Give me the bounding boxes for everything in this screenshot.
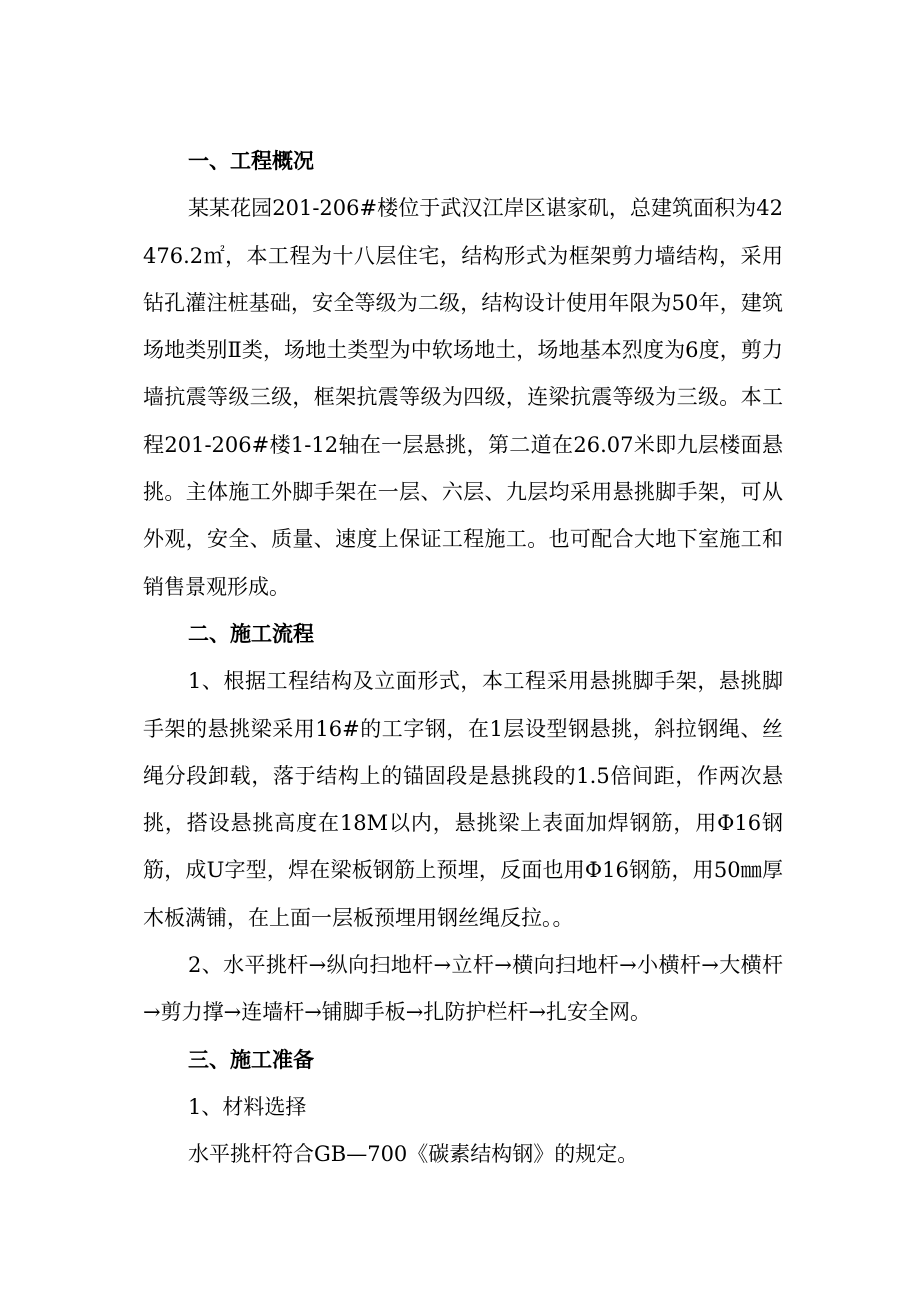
section-heading-process: 二、施工流程 <box>188 621 314 646</box>
process-paragraph-2: 2、水平挑杆→纵向扫地杆→立杆→横向扫地杆→小横杆→大横杆→剪力撑→连墙杆→铺脚手板→扎防护栏杆→扎安全网。 <box>143 953 783 1025</box>
preparation-paragraph: 水平挑杆符合GB—700《碳素结构钢》的规定。 <box>188 1142 639 1167</box>
document-body <box>143 138 783 1179</box>
section-heading-preparation: 三、施工准备 <box>188 1047 314 1072</box>
process-paragraph-1: 1、根据工程结构及立面形式，本工程采用悬挑脚手架，悬挑脚手架的悬挑梁采用16#的工字钢，在1层设型钢悬挑，斜拉钢绳、丝绳分段卸载，落于结构上的锚固段是悬挑段的1.5倍间距，作两次悬挑，搭设悬挑高度在18M以内，悬挑梁上表面加焊钢筋，用Φ16钢筋，成U字型，焊在梁板钢筋上预埋，反面也用Φ16钢筋，用50㎜厚木板满铺，在上面一层板预埋用钢丝绳反拉。。 <box>143 669 783 930</box>
preparation-subheading: 1、材料选择 <box>188 1094 307 1119</box>
overview-paragraph: 某某花园201-206#楼位于武汉江岸区谌家矶，总建筑面积为42476.2㎡，本工程为十八层住宅，结构形式为框架剪力墙结构，采用钻孔灌注桩基础，安全等级为二级，结构设计使用年限为50年，建筑场地类别Ⅱ类，场地土类型为中软场地土，场地基本烈度为6度，剪力墙抗震等级三级，框架抗震等级为四级，连梁抗震等级为三级。本工程201-206#楼1-12轴在一层悬挑，第二道在26.07米即九层楼面悬挑。主体施工外脚手架在一层、六层、九层均采用悬挑脚手架，可从外观，安全、质量、速度上保证工程施工。也可配合大地下室施工和销售景观形成。 <box>143 196 783 599</box>
section-heading-overview: 一、工程概况 <box>188 149 314 173</box>
